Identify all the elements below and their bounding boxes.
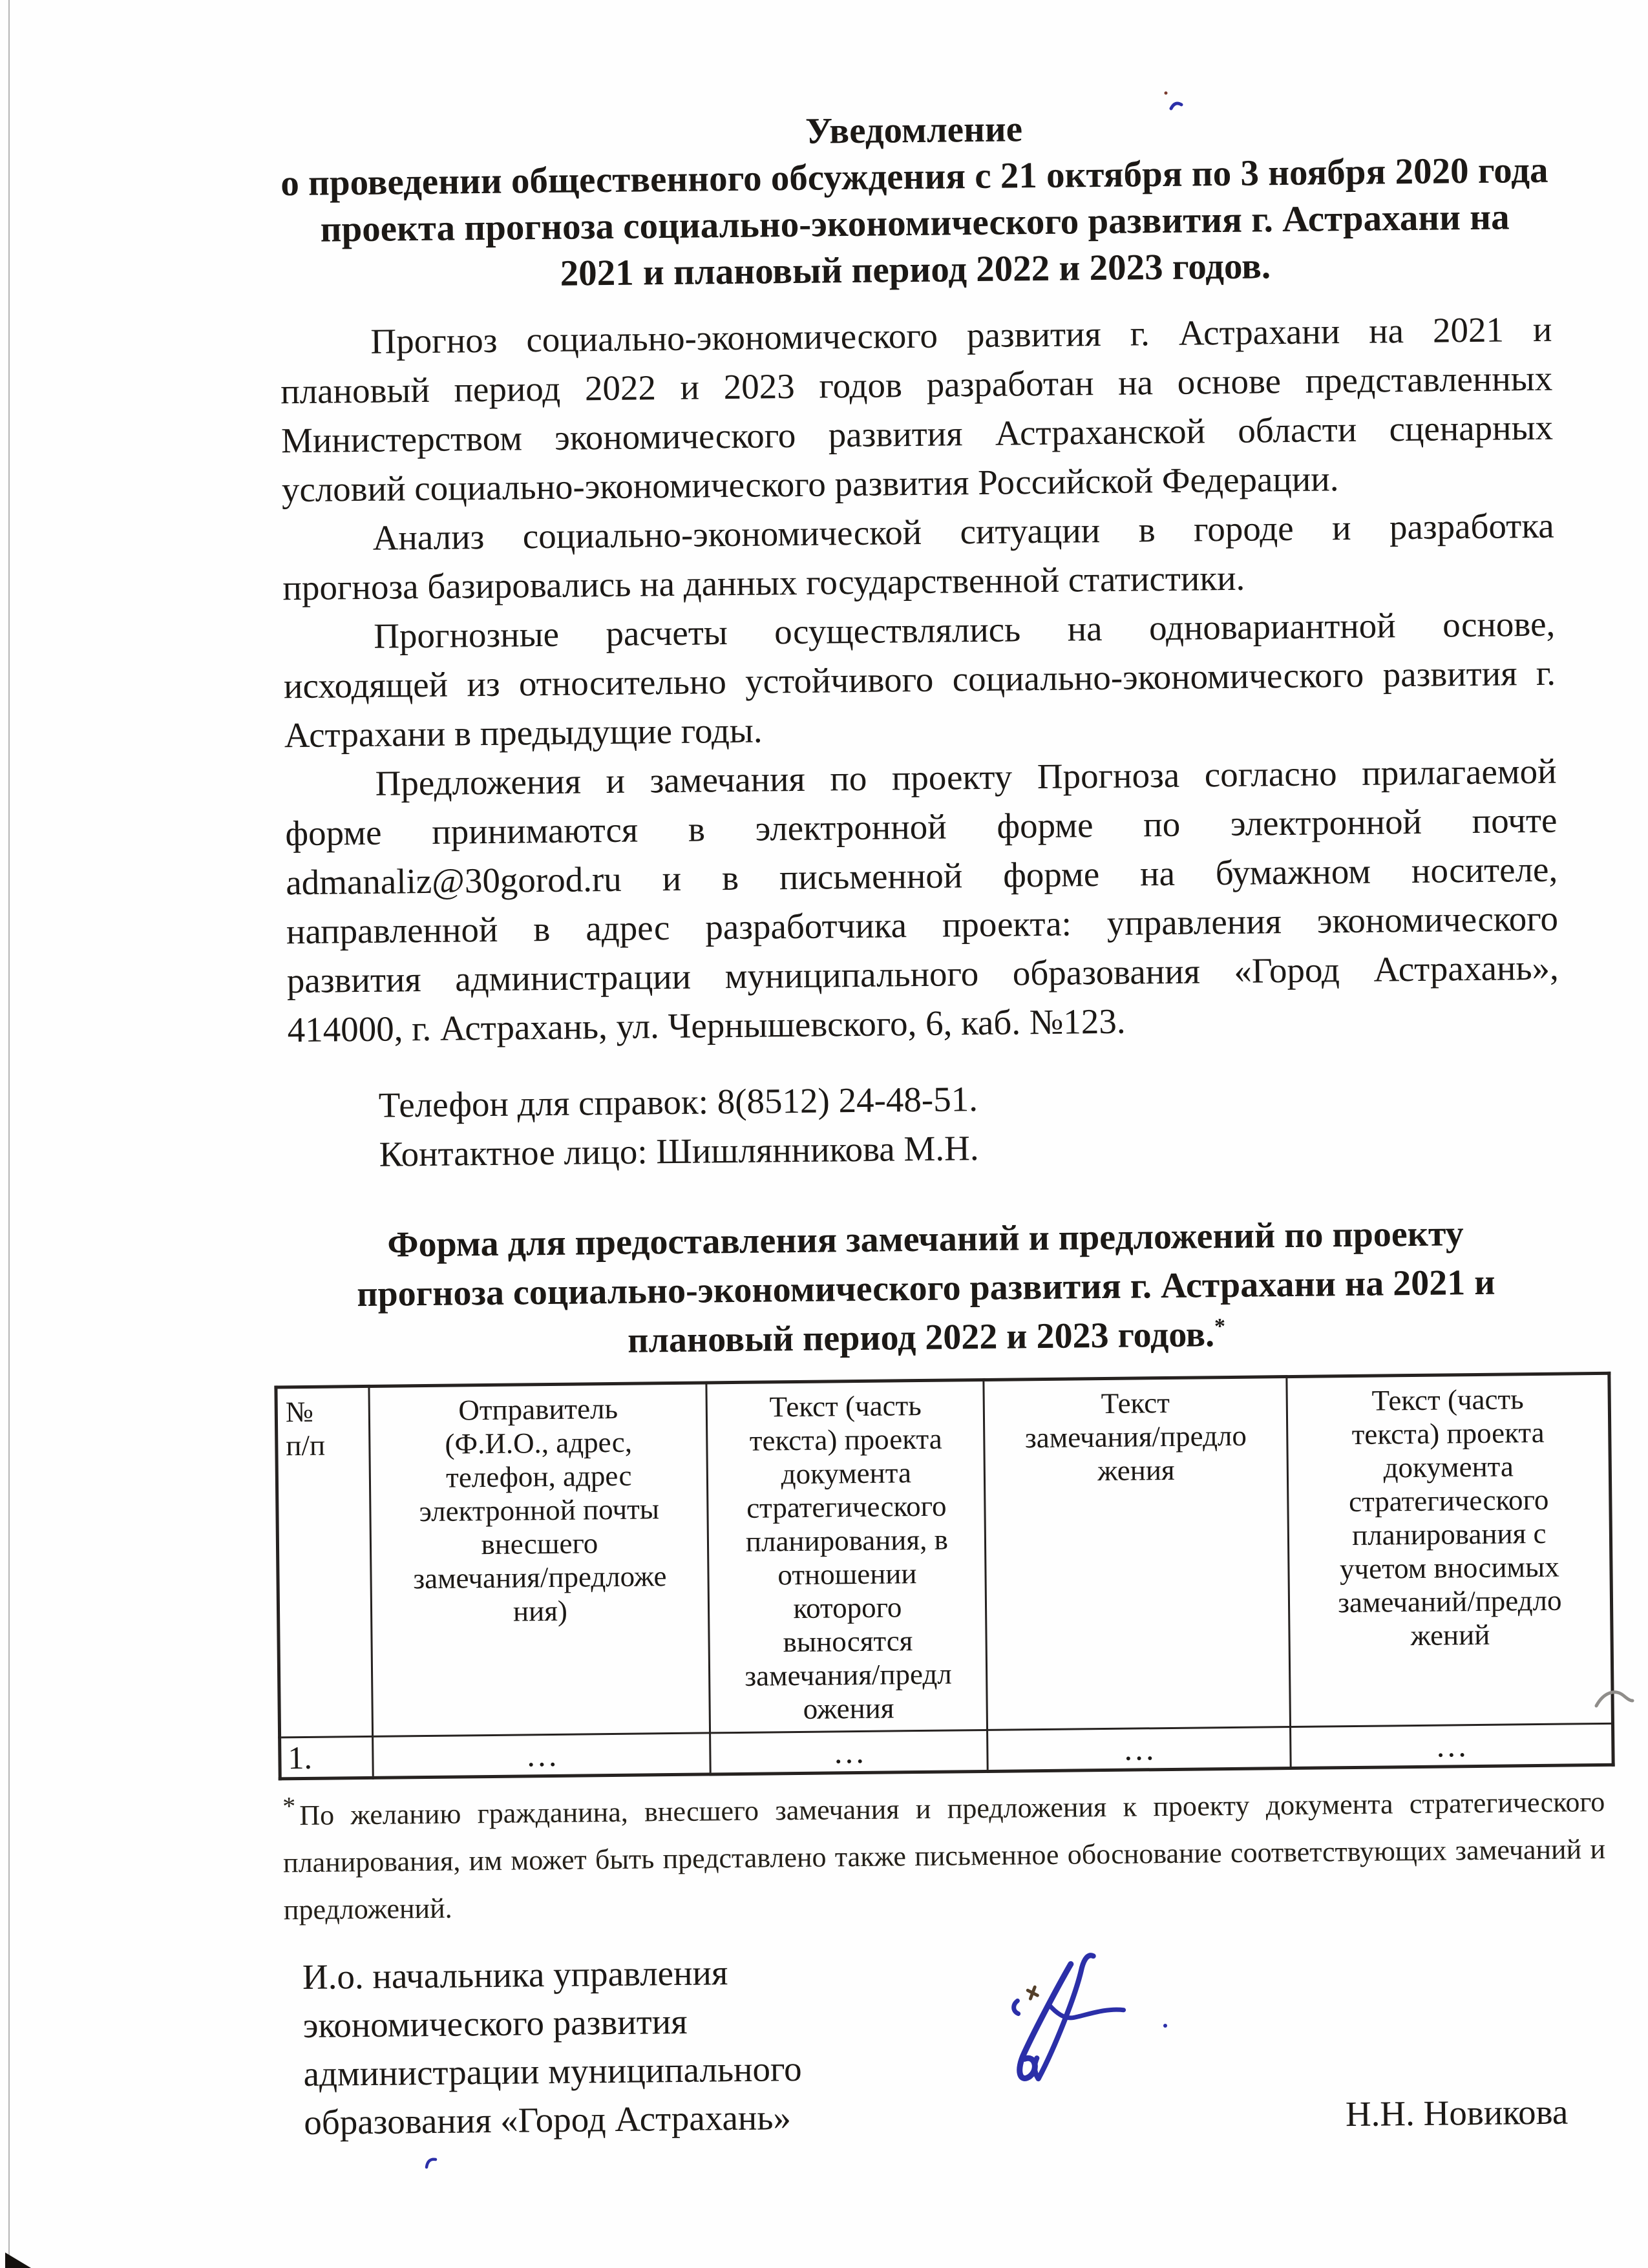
footnote-asterisk: * — [282, 1791, 296, 1821]
paragraph-4 — [284, 747, 1559, 1055]
contact-person: Контактное лицо: Шишлянникова М.Н. — [379, 1128, 979, 1174]
text-line: плановый период 2022 и 2023 годов разработан на основе представленных — [280, 358, 1553, 412]
position-line: экономического развития — [302, 2001, 688, 2046]
scan-edge-line — [8, 0, 10, 2268]
text-line: admanaliz@30gorod.ru и в письменной форме на бумажном носителе, — [285, 849, 1558, 903]
pencil-mark — [1594, 1685, 1635, 1714]
form-heading — [290, 1208, 1563, 1369]
header-cell-sender: Отправитель (Ф.И.О., адрес, телефон, адрес электронной почты внесшего замечания/предложе ния) — [369, 1383, 710, 1736]
handwritten-signature — [1008, 1944, 1139, 2107]
text-line: Прогноз социально-экономического развития г. Астрахани на 2021 и — [370, 309, 1552, 361]
contact-phone: Телефон для справок: 8(8512) 24-48-51. — [378, 1079, 978, 1125]
row-cell: … — [988, 1727, 1291, 1772]
row-number-cell: 1. — [280, 1736, 374, 1779]
form-heading-line: плановый период 2022 и 2023 годов.* — [627, 1314, 1226, 1361]
ink-speck-bottom — [424, 2154, 442, 2172]
document-content — [277, 0, 1606, 2153]
footnote-reference-asterisk: * — [1214, 1314, 1226, 1339]
scan-corner-mark — [5, 2252, 31, 2268]
header-cell-number: № п/п — [276, 1386, 373, 1737]
row-cell: … — [373, 1733, 711, 1778]
form-heading-line: Форма для предоставления замечаний и предложений по проекту — [387, 1213, 1464, 1265]
paragraph-3 — [283, 600, 1556, 761]
signatory-position — [302, 1948, 803, 2147]
signatory-name: Н.Н. Новикова — [1345, 2092, 1569, 2134]
header-cell-comment-text: Текст замечания/предло жения — [984, 1377, 1290, 1730]
header-cell-amended-text: Текст (часть текста) проекта документа стратегического планирования с учетом вносимых замечаний/предло жений — [1287, 1373, 1613, 1727]
footnote-line: планирования, им может быть представлено также письменное обоснование соответствующих замечаний и — [282, 1832, 1606, 1879]
title-line: Уведомление — [805, 109, 1023, 152]
text-line: прогноза базировались на данных государственной статистики. — [282, 558, 1245, 608]
document-body — [280, 305, 1559, 1055]
text-line: Предложения и замечания по проекту Прогноза согласно прилагаемой — [375, 751, 1557, 803]
text-line: направленной в адрес разработчика проекта: управления экономического — [286, 898, 1559, 952]
position-line: образования «Город Астрахань» — [304, 2097, 792, 2143]
text-line: Министерством экономического развития Астраханской области сценарных — [280, 407, 1554, 461]
title-line: проекта прогноза социально-экономического развития г. Астрахани на — [320, 196, 1510, 250]
position-line: администрации муниципального — [303, 2048, 802, 2094]
text-line: развития администрации муниципального образования «Город Астрахань», — [286, 947, 1559, 1001]
position-line: И.о. начальника управления — [302, 1953, 728, 1997]
footnote-line: предложений. — [283, 1892, 452, 1926]
row-cell: … — [1290, 1723, 1613, 1768]
row-cell: … — [710, 1730, 988, 1774]
text-line: условий социально-экономического развития Российской Федерации. — [281, 459, 1339, 510]
signature-block — [297, 1940, 1571, 2154]
text-line: Прогнозные расчеты осуществлялись на одновариантной основе, — [373, 604, 1556, 656]
form-heading-line: прогноза социально-экономического развития г. Астрахани на 2021 и — [356, 1262, 1495, 1315]
ink-speck-top — [1162, 89, 1185, 112]
paragraph-2 — [282, 501, 1554, 613]
document-title — [278, 101, 1552, 300]
contact-info — [288, 1069, 1560, 1181]
text-line: 414000, г. Астрахань, ул. Чернышевского, 6, каб. №123. — [287, 1001, 1126, 1050]
title-line: о проведении общественного обсуждения с 21 октября по 3 ноября 2020 года — [280, 149, 1548, 204]
footnote — [282, 1778, 1606, 1933]
table-header-row — [276, 1373, 1613, 1738]
text-line: форме принимаются в электронной форме по электронной почте — [285, 800, 1558, 854]
paragraph-1 — [280, 305, 1554, 515]
header-cell-document-text: Текст (часть текста) проекта документа стратегического планирования, в отношении которого выносятся замечания/предл ожения — [706, 1380, 988, 1732]
comments-form-table — [274, 1372, 1614, 1781]
ink-dot — [1161, 2021, 1171, 2032]
text-line: исходящей из относительно устойчивого социально-экономического развития г. — [283, 653, 1556, 706]
text-line: Анализ социально-экономической ситуации в городе и разработка — [372, 505, 1554, 558]
footnote-line: * По желанию гражданина, внесшего замечания и предложения к проекту документа стратегического — [282, 1785, 1605, 1832]
text-line: Астрахани в предыдущие годы. — [284, 710, 763, 755]
title-line: 2021 и плановый период 2022 и 2023 годов. — [560, 246, 1271, 294]
